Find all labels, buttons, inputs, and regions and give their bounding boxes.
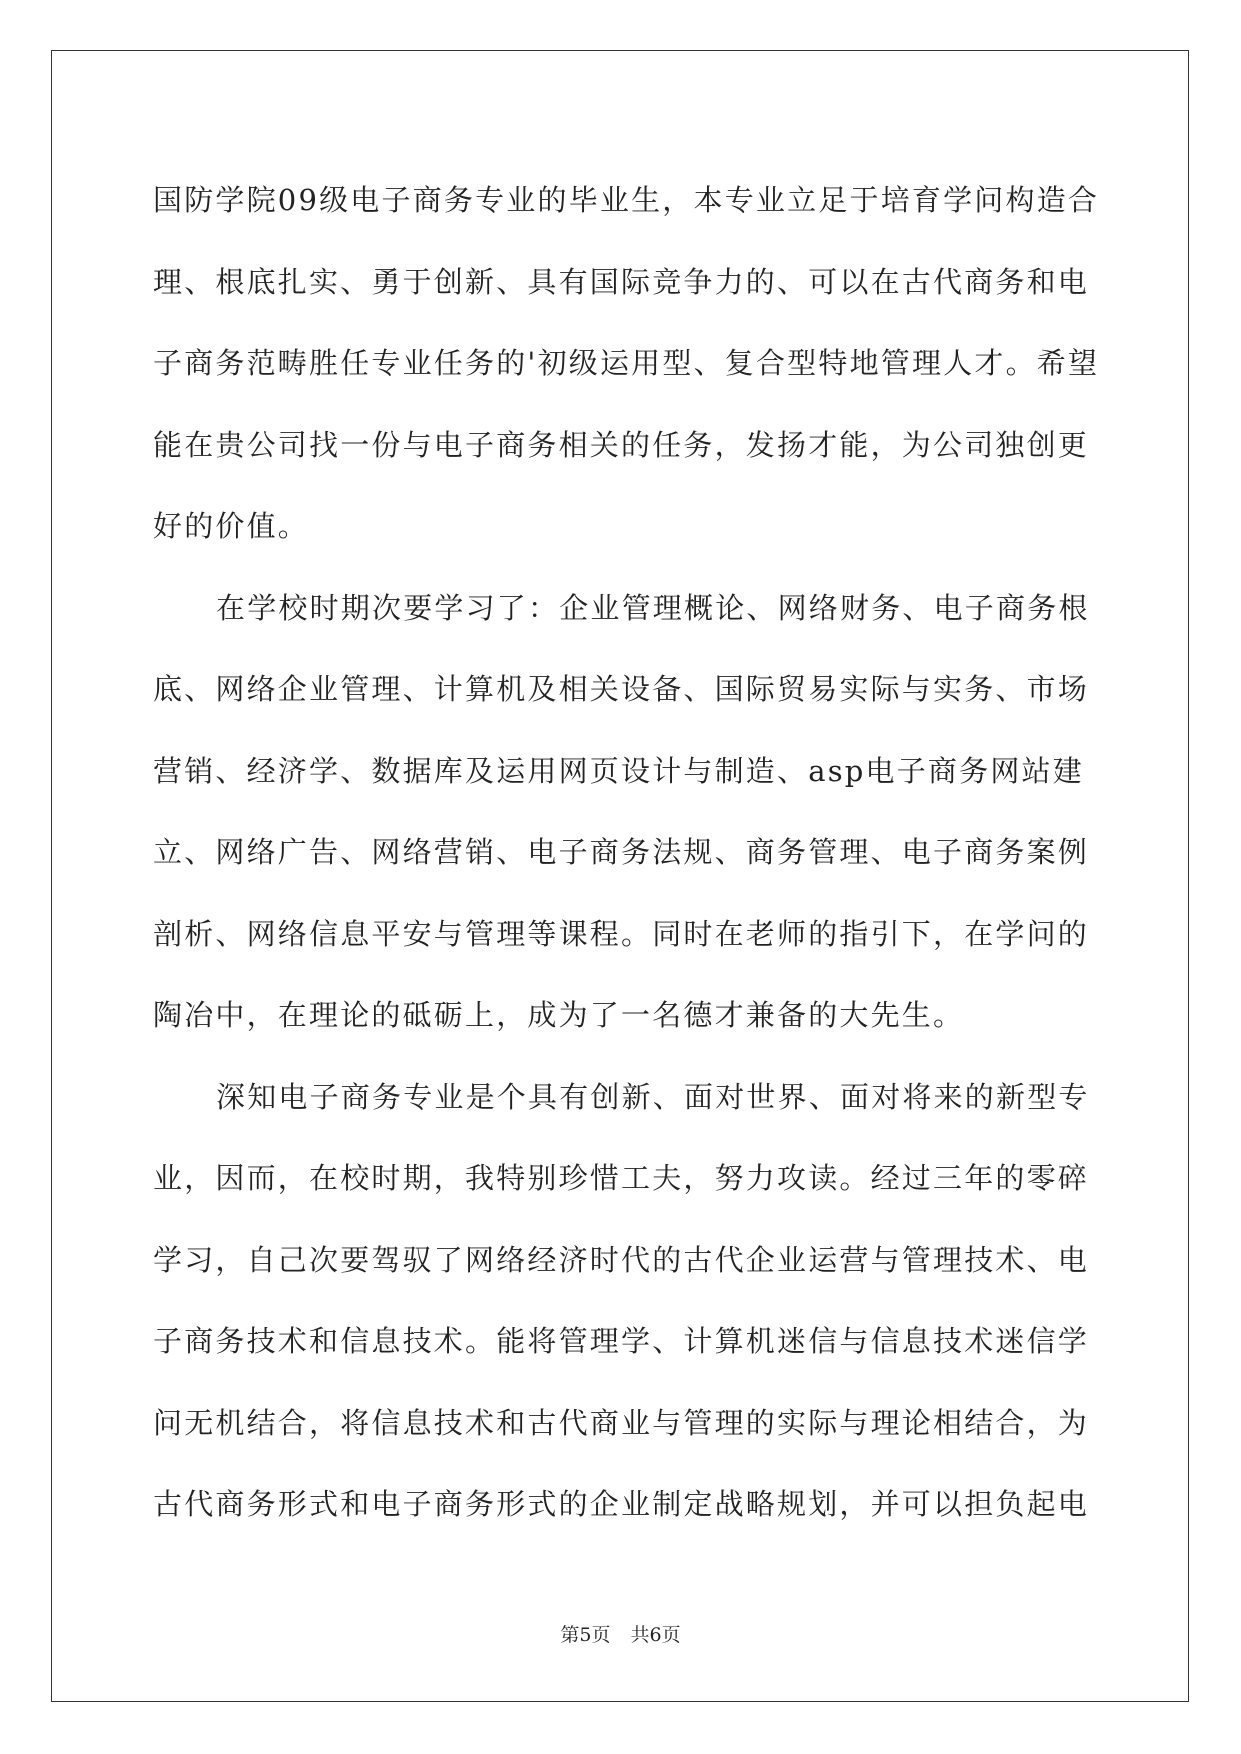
total-pages: 共6页	[630, 1624, 681, 1646]
page-footer	[0, 1620, 1241, 1647]
text-line: 好的价值。	[153, 509, 310, 543]
text-line: 陶冶中，在理论的砥砺上，成为了一名德才兼备的大先生。	[153, 998, 965, 1032]
text-line: 在学校时期次要学习了：企业管理概论、网络财务、电子商务根	[216, 590, 1090, 625]
text-line: 业，因而，在校时期，我特别珍惜工夫，努力攻读。经过三年的零碎	[153, 1161, 1090, 1195]
text-line: 营销、经济学、数据库及运用网页设计与制造、asp电子商务网站建	[153, 753, 1084, 788]
paragraph-2	[153, 568, 1088, 1057]
text-line: 剖析、网络信息平安与管理等课程。同时在老师的指引下，在学问的	[153, 916, 1090, 951]
document-body	[153, 160, 1100, 1546]
paragraph-3	[153, 1057, 1088, 1546]
text-line: 深知电子商务专业是个具有创新、面对世界、面对将来的新型专	[216, 1079, 1090, 1114]
text-line: 子商务范畴胜任专业任务的'初级运用型、复合型特地管理人才。希望	[153, 346, 1100, 380]
text-line: 能在贵公司找一份与电子商务相关的任务，发扬才能，为公司独创更	[153, 427, 1090, 462]
paragraph-1	[153, 160, 1100, 568]
text-line: 子商务技术和信息技术。能将管理学、计算机迷信与信息技术迷信学	[153, 1324, 1090, 1358]
text-line: 学习，自己次要驾驭了网络经济时代的古代企业运营与管理技术、电	[153, 1242, 1090, 1277]
text-line: 问无机结合，将信息技术和古代商业与管理的实际与理论相结合，为	[153, 1405, 1090, 1440]
current-page-number: 第5页	[560, 1624, 611, 1646]
text-line: 底、网络企业管理、计算机及相关设备、国际贸易实际与实务、市场	[153, 672, 1090, 706]
text-line: 理、根底扎实、勇于创新、具有国际竞争力的、可以在古代商务和电	[153, 264, 1090, 299]
text-line: 国防学院09级电子商务专业的毕业生，本专业立足于培育学问构造合	[153, 183, 1100, 217]
text-line: 立、网络广告、网络营销、电子商务法规、商务管理、电子商务案例	[153, 835, 1090, 869]
text-line: 古代商务形式和电子商务形式的企业制定战略规划，并可以担负起电	[153, 1487, 1090, 1521]
